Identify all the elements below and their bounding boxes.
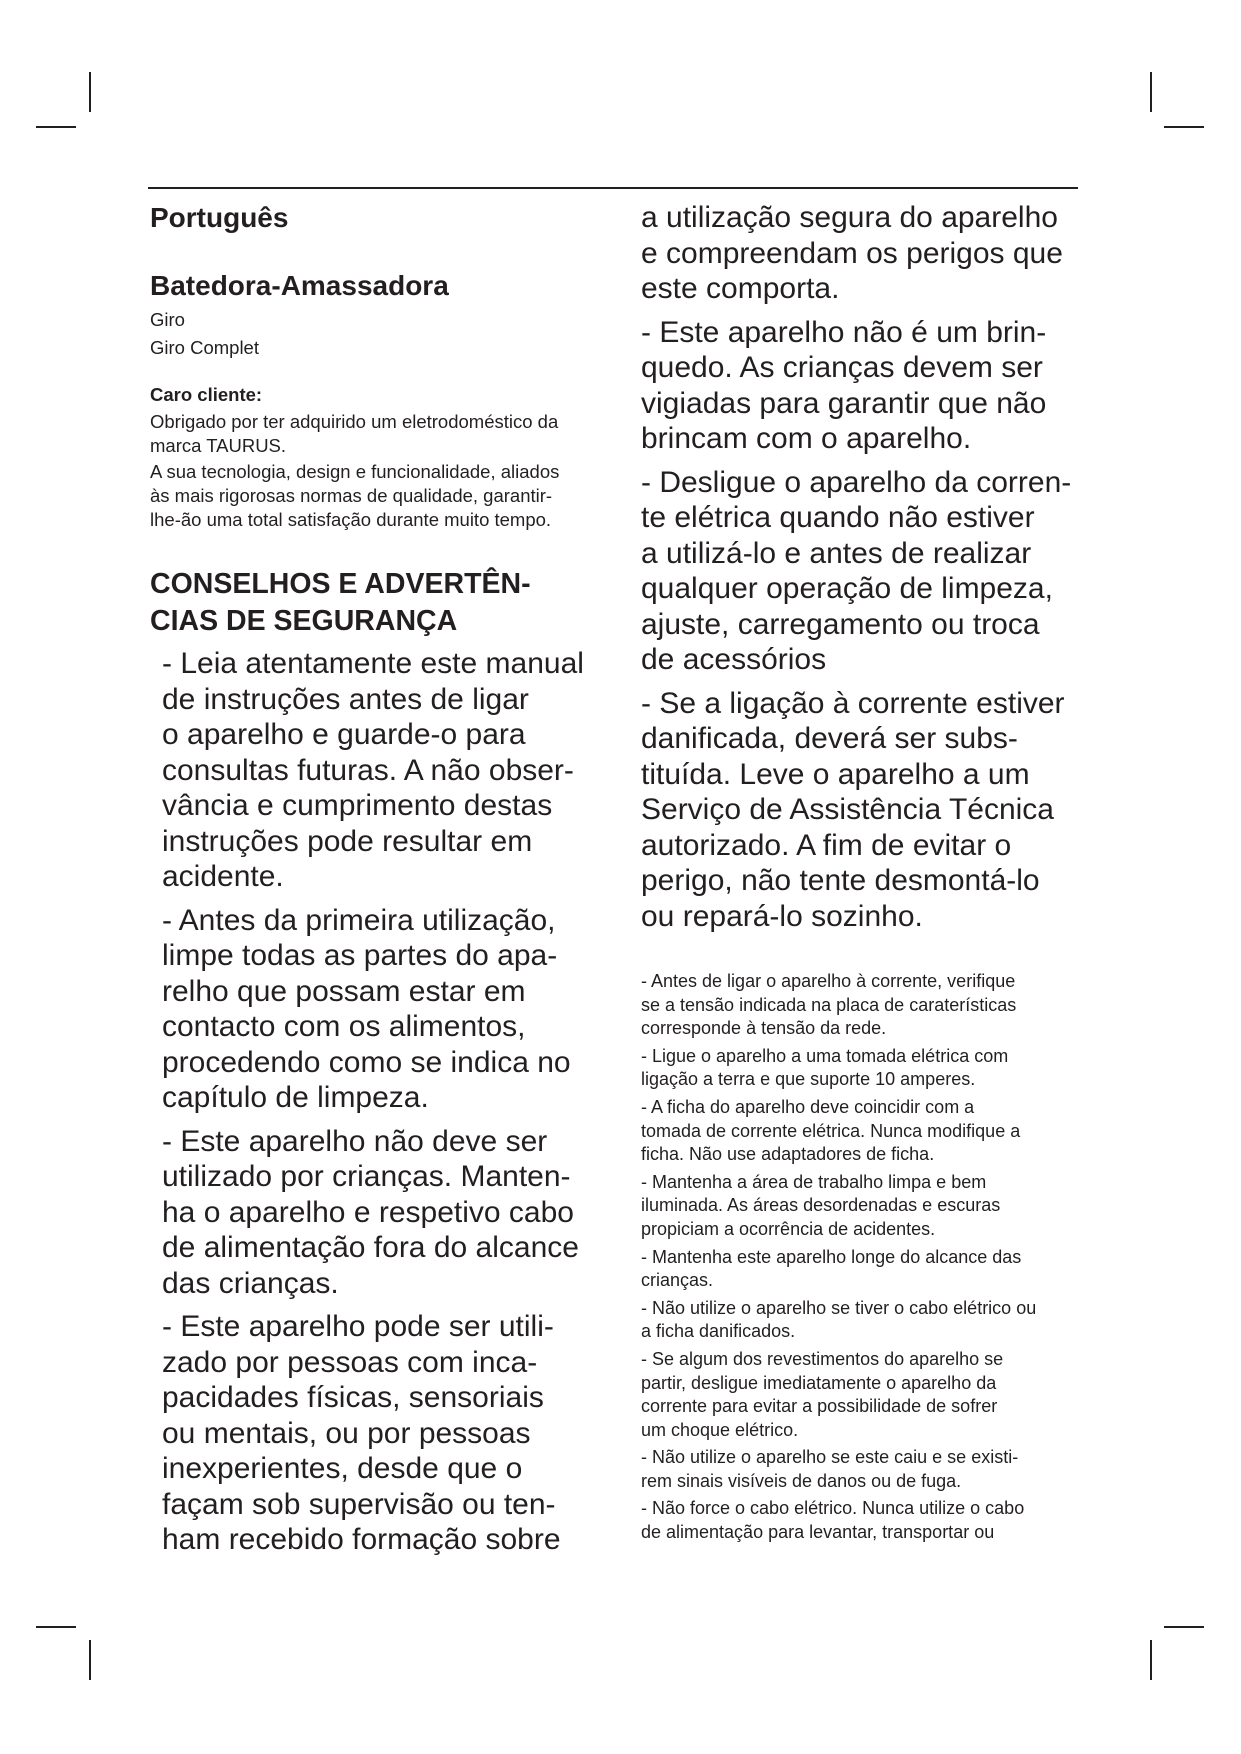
language-heading: Português xyxy=(150,202,289,233)
safety-item-small: - Mantenha este aparelho longe do alcance das crianças. xyxy=(641,1246,1022,1291)
safety-item-small: - Não utilize o aparelho se tiver o cabo elétrico ou a ficha danificados. xyxy=(641,1297,1037,1342)
safety-item-small: - Mantenha a área de trabalho limpa e bem iluminada. As áreas desordenadas e escuras propiciam a ocorrência de acidentes. xyxy=(641,1171,1001,1239)
crop-mark-top-left-horizontal xyxy=(36,126,76,128)
safety-heading: CONSELHOS E ADVERTÊN- CIAS DE SEGURANÇA xyxy=(150,568,531,637)
header-rule xyxy=(148,187,1078,189)
crop-mark-bottom-left-horizontal xyxy=(36,1626,76,1628)
safety-item-small: - Ligue o aparelho a uma tomada elétrica com ligação a terra e que suporte 10 amperes. xyxy=(641,1045,1009,1090)
right-column xyxy=(641,200,1101,1549)
crop-mark-top-right-vertical xyxy=(1150,72,1152,112)
safety-item-small: - Não force o cabo elétrico. Nunca utilize o cabo de alimentação para levantar, transportar ou xyxy=(641,1498,1025,1543)
model-name: Giro xyxy=(150,309,185,330)
model-name: Giro Complet xyxy=(150,337,259,358)
safety-item-small: - Não utilize o aparelho se este caiu e se existi- rem sinais visíveis de danos ou de fuga. xyxy=(641,1447,1019,1491)
crop-mark-bottom-right-horizontal xyxy=(1164,1626,1204,1628)
crop-mark-top-right-horizontal xyxy=(1164,126,1204,128)
safety-item: - Este aparelho não deve ser utilizado por crianças. Manten- ha o aparelho e respetivo cabo de alimentação fora do alcance das crianças. xyxy=(162,1124,579,1300)
safety-item: - Antes da primeira utilização, limpe todas as partes do apa- relho que possam estar em contacto com os alimentos, procedendo como se indica no capítulo de limpeza. xyxy=(162,903,571,1114)
crop-mark-bottom-right-vertical xyxy=(1150,1640,1152,1680)
safety-item-small: - Antes de ligar o aparelho à corrente, verifique se a tensão indicada na placa de caraterísticas corresponde à tensão da rede. xyxy=(641,971,1017,1039)
safety-item: a utilização segura do aparelho e compreendam os perigos que este comporta. xyxy=(641,201,1063,305)
greeting-paragraph: Obrigado por ter adquirido um eletrodoméstico da marca TAURUS. xyxy=(150,411,559,456)
safety-item: - Se a ligação à corrente estiver danificada, deverá ser subs- tituída. Leve o aparelho a um Serviço de Assistência Técnica autorizado. A fim de evitar o perigo, não tente desmontá-lo ou repará-lo sozinho. xyxy=(641,686,1065,933)
safety-item: - Este aparelho pode ser utili- zado por pessoas com inca- pacidades físicas, sensoriais ou mentais, ou por pessoas inexperientes, desde que o façam sob supervisão ou ten- ham recebido formação sobre xyxy=(162,1310,561,1556)
safety-item-small: - A ficha do aparelho deve coincidir com a tomada de corrente elétrica. Nunca modifique a ficha. Não use adaptadores de ficha. xyxy=(641,1096,1021,1165)
safety-item-small: - Se algum dos revestimentos do aparelho se partir, desligue imediatamente o aparelho da corrente para evitar a possibilidade de sofrer um choque elétrico. xyxy=(641,1348,1004,1440)
safety-item: - Este aparelho não é um brin- quedo. As crianças devem ser vigiadas para garantir que não brincam com o aparelho. xyxy=(641,315,1047,455)
greeting-paragraph: A sua tecnologia, design e funcionalidade, aliados às mais rigorosas normas de qualidade, garantir- lhe-ão uma total satisfação durante muito tempo. xyxy=(150,461,560,530)
crop-mark-top-left-vertical xyxy=(89,72,91,112)
crop-mark-bottom-left-vertical xyxy=(89,1640,91,1680)
safety-item: - Desligue o aparelho da corren- te elétrica quando não estiver a utilizá-lo e antes de realizar qualquer operação de limpeza, ajuste, carregamento ou troca de acessórios xyxy=(641,465,1072,676)
safety-item: - Leia atentamente este manual de instruções antes de ligar o aparelho e guarde-o para consultas futuras. A não obser- vância e cumprimento destas instruções pode resultar em acidente. xyxy=(162,647,584,893)
greeting-title: Caro cliente: xyxy=(150,384,263,405)
product-title: Batedora-Amassadora xyxy=(150,270,449,301)
left-column xyxy=(150,200,620,1566)
